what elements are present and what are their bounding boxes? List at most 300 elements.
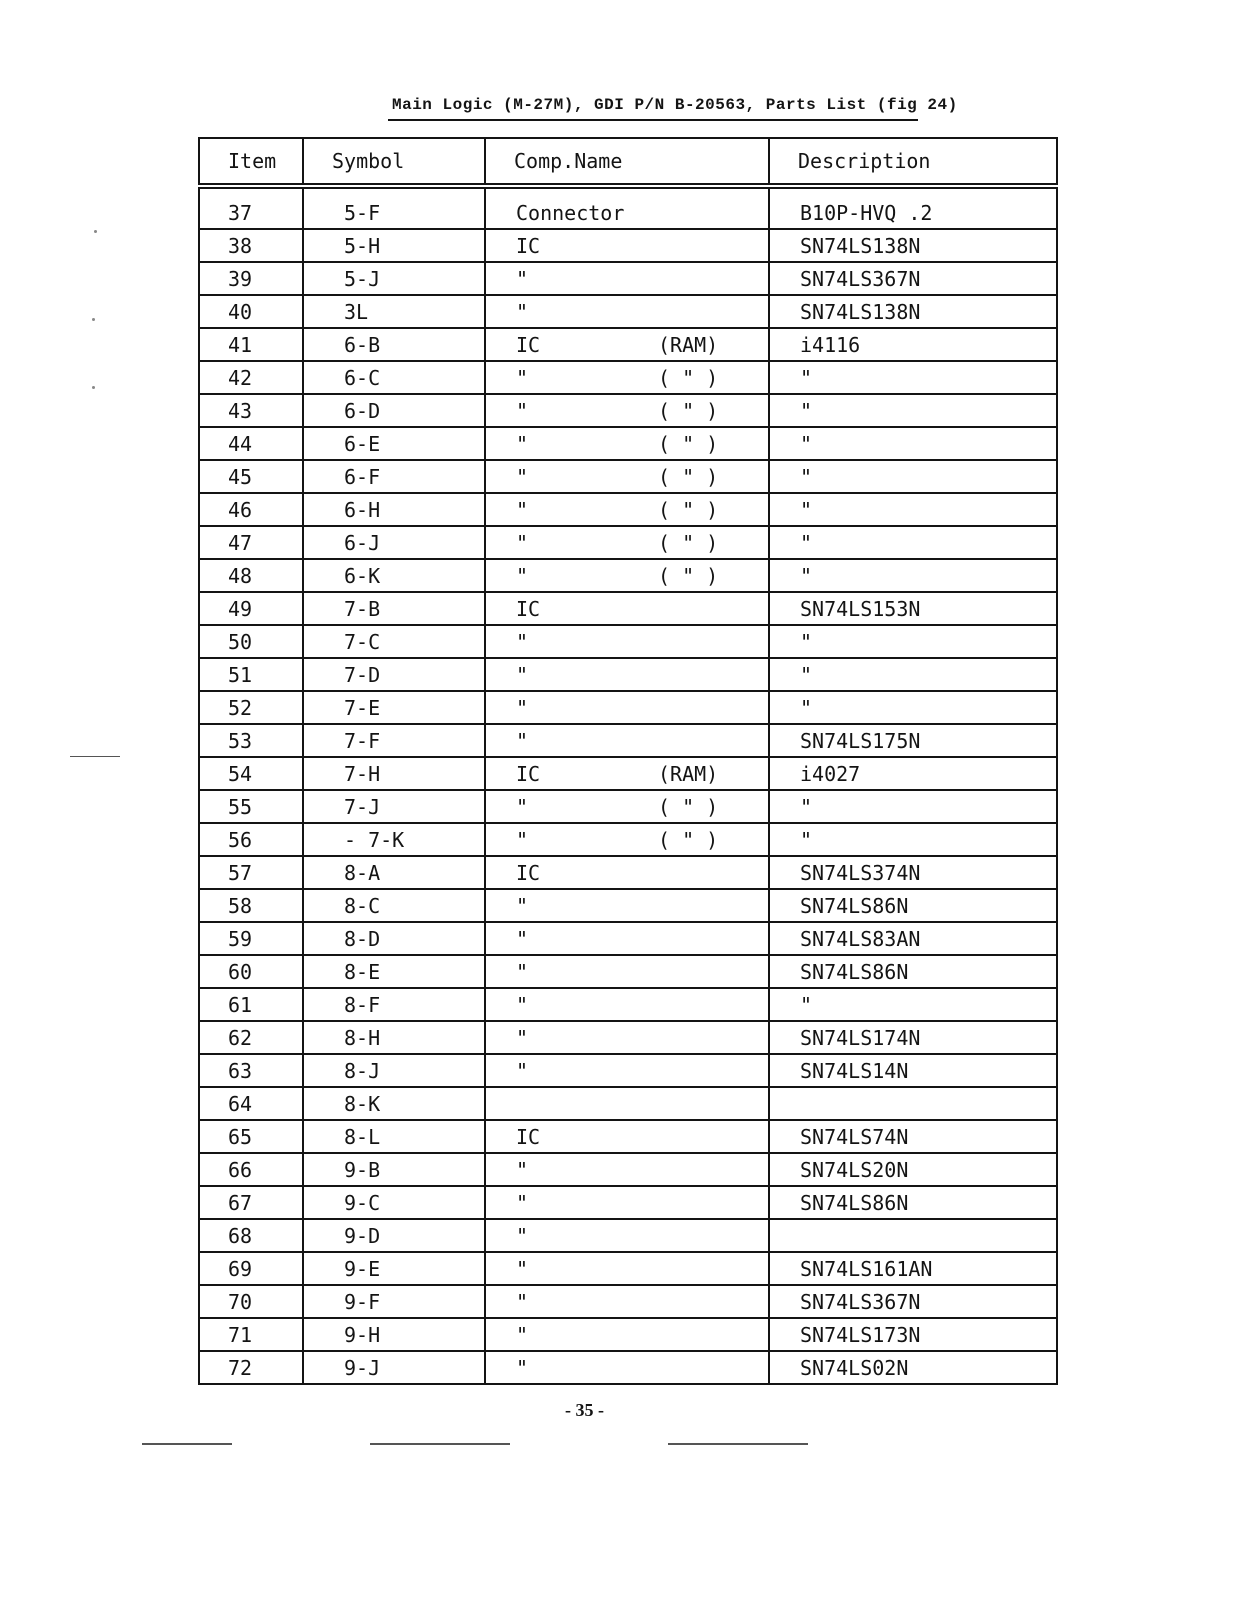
comp-note: ( " ) [658,464,719,489]
description-cell [769,1351,1057,1384]
item-cell-text: 45 [228,464,253,489]
comp-note: ( " ) [658,365,719,390]
description-cell-text: SN74LS20N [800,1157,909,1182]
description-cell [769,691,1057,724]
symbol-cell-text: 8-H [344,1025,381,1050]
symbol-cell-text: 7-H [344,761,381,786]
item-cell-text: 52 [228,695,253,720]
symbol-cell [303,229,485,262]
comp-note: ( " ) [658,827,719,852]
description-cell-text: SN74LS83AN [800,926,921,951]
table-row [199,1318,1057,1351]
item-cell-text: 70 [228,1289,253,1314]
description-cell [769,658,1057,691]
symbol-cell [303,1186,485,1219]
comp-name-cell [485,1252,769,1285]
item-cell [199,394,303,427]
symbol-cell-text: 9-C [344,1190,381,1215]
scan-rule [142,1443,232,1445]
item-cell-text: 66 [228,1157,253,1182]
symbol-cell [303,1219,485,1252]
description-cell [769,1252,1057,1285]
symbol-cell [303,328,485,361]
item-cell [199,592,303,625]
item-cell [199,1021,303,1054]
table-row [199,559,1057,592]
symbol-cell [303,262,485,295]
comp-name-cell-text: " [516,563,529,588]
comp-name-cell-text: " [516,827,529,852]
table-row [199,493,1057,526]
margin-dot [92,318,95,321]
table-row [199,262,1057,295]
symbol-cell-text: 9-J [344,1355,381,1380]
symbol-cell [303,460,485,493]
symbol-cell-text: 6-H [344,497,381,522]
column-header-symbol: Symbol [303,138,485,186]
description-cell-text: SN74LS138N [800,299,921,324]
table-row [199,922,1057,955]
table-row [199,790,1057,823]
item-cell [199,229,303,262]
comp-name-cell-text: " [516,1289,529,1314]
symbol-cell [303,955,485,988]
symbol-cell [303,1054,485,1087]
symbol-cell [303,1153,485,1186]
symbol-cell-text: 9-H [344,1322,381,1347]
description-cell [769,988,1057,1021]
item-cell [199,186,303,229]
symbol-cell [303,658,485,691]
symbol-cell [303,1087,485,1120]
comp-name-cell-text: IC [516,233,541,258]
description-cell [769,1021,1057,1054]
table-row [199,1120,1057,1153]
comp-note: ( " ) [658,497,719,522]
description-cell-text: SN74LS138N [800,233,921,258]
table-row [199,691,1057,724]
comp-name-cell-text: " [516,299,529,324]
item-cell-text: 39 [228,266,253,291]
symbol-cell-text: 7-D [344,662,381,687]
item-cell-text: 37 [228,200,253,225]
description-cell-text: " [800,464,813,489]
description-cell-text: SN74LS367N [800,266,921,291]
description-cell [769,790,1057,823]
description-cell [769,186,1057,229]
comp-name-cell [485,955,769,988]
comp-name-cell [485,592,769,625]
symbol-cell-text: 5-J [344,266,381,291]
comp-name-cell [485,724,769,757]
comp-name-cell-text: " [516,1025,529,1050]
description-cell-text: " [800,992,813,1017]
table-row [199,724,1057,757]
symbol-cell [303,592,485,625]
symbol-cell-text: 9-E [344,1256,381,1281]
item-cell [199,790,303,823]
symbol-cell-text: 8-J [344,1058,381,1083]
table-row [199,955,1057,988]
description-cell-text: i4116 [800,332,861,357]
description-cell-text: " [800,662,813,687]
comp-name-cell-text: " [516,662,529,687]
table-row [199,658,1057,691]
comp-note: ( " ) [658,431,719,456]
table-row [199,1054,1057,1087]
item-cell-text: 59 [228,926,253,951]
comp-name-cell-text: IC [516,1124,541,1149]
table-row [199,1252,1057,1285]
item-cell-text: 43 [228,398,253,423]
comp-name-cell [485,394,769,427]
symbol-cell [303,790,485,823]
item-cell [199,955,303,988]
comp-name-cell-text: " [516,497,529,522]
page-title: Main Logic (M-27M), GDI P/N B-20563, Parts List (fig 24) [392,96,958,114]
comp-name-cell [485,1285,769,1318]
symbol-cell [303,625,485,658]
comp-name-cell [485,1219,769,1252]
description-cell [769,889,1057,922]
table-row [199,823,1057,856]
comp-name-cell [485,856,769,889]
item-cell-text: 49 [228,596,253,621]
comp-note: (RAM) [658,761,719,786]
item-cell-text: 62 [228,1025,253,1050]
symbol-cell-text: 8-D [344,926,381,951]
symbol-cell-text: 9-B [344,1157,381,1182]
item-cell-text: 58 [228,893,253,918]
item-cell [199,262,303,295]
comp-name-cell-text: " [516,728,529,753]
comp-name-cell-text: " [516,992,529,1017]
item-cell [199,1186,303,1219]
table-row [199,186,1057,229]
symbol-cell-text: - 7-K [344,827,405,852]
comp-name-cell [485,1186,769,1219]
table-row [199,1351,1057,1384]
symbol-cell-text: 8-L [344,1124,381,1149]
description-cell-text: SN74LS173N [800,1322,921,1347]
description-cell [769,328,1057,361]
symbol-cell-text: 6-B [344,332,381,357]
symbol-cell-text: 6-C [344,365,381,390]
table-row [199,295,1057,328]
description-cell [769,1153,1057,1186]
symbol-cell-text: 7-J [344,794,381,819]
comp-name-cell-text: " [516,794,529,819]
item-cell-text: 69 [228,1256,253,1281]
item-cell-text: 41 [228,332,253,357]
description-cell [769,460,1057,493]
item-cell-text: 38 [228,233,253,258]
item-cell [199,1054,303,1087]
comp-name-cell-text: " [516,695,529,720]
item-cell-text: 54 [228,761,253,786]
comp-name-cell [485,889,769,922]
scan-rule [668,1443,808,1445]
symbol-cell-text: 7-C [344,629,381,654]
comp-name-cell [485,1318,769,1351]
comp-name-cell-text: " [516,464,529,489]
description-cell [769,1318,1057,1351]
comp-name-cell [485,1087,769,1120]
symbol-cell [303,856,485,889]
item-cell [199,823,303,856]
description-cell [769,856,1057,889]
symbol-cell-text: 8-K [344,1091,381,1116]
symbol-cell-text: 7-B [344,596,381,621]
symbol-cell-text: 8-C [344,893,381,918]
item-cell [199,658,303,691]
symbol-cell-text: 7-F [344,728,381,753]
comp-name-cell-text: " [516,959,529,984]
symbol-cell-text: 6-J [344,530,381,555]
symbol-cell [303,691,485,724]
item-cell-text: 65 [228,1124,253,1149]
symbol-cell-text: 9-D [344,1223,381,1248]
item-cell [199,1318,303,1351]
item-cell [199,328,303,361]
scan-rule [70,756,120,757]
item-cell [199,1285,303,1318]
item-cell [199,460,303,493]
item-cell-text: 50 [228,629,253,654]
symbol-cell [303,493,485,526]
table-row [199,361,1057,394]
description-cell-text: " [800,365,813,390]
item-cell [199,1087,303,1120]
table-row [199,394,1057,427]
comp-name-cell [485,361,769,394]
comp-name-cell-text: " [516,926,529,951]
description-cell-text: i4027 [800,761,861,786]
comp-name-cell [485,1351,769,1384]
description-cell [769,922,1057,955]
description-cell-text: SN74LS367N [800,1289,921,1314]
description-cell-text: SN74LS86N [800,1190,909,1215]
item-cell-text: 44 [228,431,253,456]
description-cell-text: SN74LS174N [800,1025,921,1050]
comp-name-cell-text: IC [516,596,541,621]
comp-name-cell-text: IC [516,860,541,885]
symbol-cell [303,823,485,856]
item-cell [199,1120,303,1153]
table-row [199,988,1057,1021]
table-row [199,757,1057,790]
description-cell [769,427,1057,460]
symbol-cell-text: 9-F [344,1289,381,1314]
description-cell [769,1087,1057,1120]
item-cell [199,691,303,724]
description-cell [769,229,1057,262]
table-row [199,1186,1057,1219]
symbol-cell-text: 5-F [344,200,381,225]
table-row [199,526,1057,559]
comp-name-cell [485,295,769,328]
description-cell [769,559,1057,592]
item-cell [199,493,303,526]
item-cell [199,1153,303,1186]
item-cell-text: 51 [228,662,253,687]
description-cell-text: SN74LS161AN [800,1256,933,1281]
symbol-cell [303,757,485,790]
symbol-cell-text: 8-F [344,992,381,1017]
comp-name-cell-text: " [516,266,529,291]
item-cell [199,1351,303,1384]
item-cell [199,889,303,922]
comp-note: ( " ) [658,563,719,588]
description-cell [769,724,1057,757]
comp-name-cell [485,658,769,691]
table-row [199,1285,1057,1318]
item-cell [199,856,303,889]
item-cell [199,757,303,790]
comp-note: ( " ) [658,794,719,819]
description-cell-text: " [800,695,813,720]
description-cell [769,823,1057,856]
description-cell-text: " [800,827,813,852]
comp-name-cell-text: " [516,1058,529,1083]
page-number: - 35 - [565,1400,604,1420]
item-cell [199,559,303,592]
item-cell-text: 42 [228,365,253,390]
description-cell [769,394,1057,427]
item-cell [199,724,303,757]
symbol-cell-text: 5-H [344,233,381,258]
table-row [199,1219,1057,1252]
symbol-cell-text: 6-F [344,464,381,489]
comp-name-cell [485,922,769,955]
table-row [199,592,1057,625]
symbol-cell-text: 8-E [344,959,381,984]
item-cell-text: 47 [228,530,253,555]
scan-rule [370,1443,510,1445]
table-row [199,460,1057,493]
description-cell [769,592,1057,625]
comp-name-cell-text: " [516,398,529,423]
comp-name-cell-text: " [516,1190,529,1215]
comp-name-cell [485,262,769,295]
description-cell-text: SN74LS175N [800,728,921,753]
table-row [199,1087,1057,1120]
comp-name-cell [485,460,769,493]
comp-name-cell [485,1054,769,1087]
comp-name-cell-text: " [516,893,529,918]
symbol-cell-text: 6-D [344,398,381,423]
item-cell [199,1219,303,1252]
item-cell [199,526,303,559]
symbol-cell [303,1021,485,1054]
comp-name-cell [485,493,769,526]
description-cell-text: SN74LS86N [800,959,909,984]
description-cell [769,295,1057,328]
description-cell [769,1054,1057,1087]
description-cell-text: SN74LS153N [800,596,921,621]
comp-name-cell-text: " [516,1223,529,1248]
item-cell [199,625,303,658]
item-cell-text: 72 [228,1355,253,1380]
item-cell [199,922,303,955]
description-cell [769,757,1057,790]
symbol-cell [303,889,485,922]
symbol-cell [303,526,485,559]
item-cell-text: 64 [228,1091,253,1116]
description-cell [769,1285,1057,1318]
description-cell [769,1219,1057,1252]
table-row [199,328,1057,361]
description-cell-text: " [800,794,813,819]
column-header-description: Description [769,138,1057,186]
item-cell [199,361,303,394]
description-cell-text: " [800,563,813,588]
table-row [199,1021,1057,1054]
comp-name-cell [485,229,769,262]
symbol-cell [303,1318,485,1351]
comp-name-cell [485,559,769,592]
description-cell [769,262,1057,295]
table-row [199,889,1057,922]
comp-name-cell [485,823,769,856]
comp-name-cell-text: IC [516,332,541,357]
comp-note: (RAM) [658,332,719,357]
comp-name-cell [485,1021,769,1054]
item-cell [199,427,303,460]
table-row [199,229,1057,262]
description-cell [769,625,1057,658]
description-cell-text: SN74LS86N [800,893,909,918]
symbol-cell [303,394,485,427]
description-cell-text: " [800,530,813,555]
description-cell [769,526,1057,559]
description-cell [769,1120,1057,1153]
comp-name-cell [485,328,769,361]
description-cell-text: B10P-HVQ .2 [800,200,933,225]
table-body [199,186,1057,1384]
comp-name-cell-text: " [516,1322,529,1347]
symbol-cell [303,988,485,1021]
symbol-cell [303,1120,485,1153]
description-cell [769,1186,1057,1219]
margin-dot [94,230,97,233]
item-cell [199,295,303,328]
margin-dot [92,386,95,389]
symbol-cell-text: 6-K [344,563,381,588]
item-cell [199,988,303,1021]
column-header-item: Item [199,138,303,186]
item-cell-text: 48 [228,563,253,588]
comp-name-cell-text: " [516,1157,529,1182]
symbol-cell [303,1252,485,1285]
symbol-cell [303,295,485,328]
item-cell-text: 55 [228,794,253,819]
parts-table [198,137,1058,1385]
item-cell-text: 68 [228,1223,253,1248]
table-row [199,625,1057,658]
description-cell-text: SN74LS02N [800,1355,909,1380]
comp-name-cell [485,691,769,724]
comp-note: ( " ) [658,530,719,555]
table-row [199,856,1057,889]
comp-name-cell-text: " [516,431,529,456]
item-cell-text: 53 [228,728,253,753]
symbol-cell-text: 8-A [344,860,381,885]
comp-name-cell-text: " [516,629,529,654]
comp-name-cell [485,526,769,559]
column-header-comp-name: Comp.Name [485,138,769,186]
description-cell-text: SN74LS374N [800,860,921,885]
